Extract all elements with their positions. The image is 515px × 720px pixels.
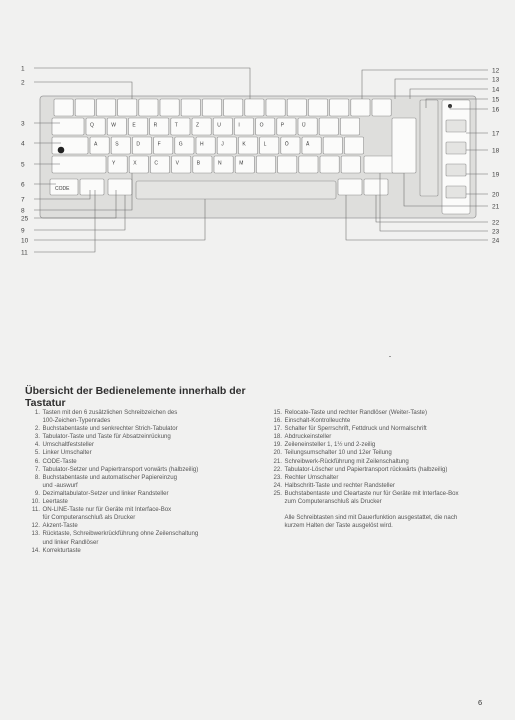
letter-key <box>107 118 126 135</box>
legend-item-number: 25. <box>273 489 282 497</box>
letter-key <box>175 137 194 154</box>
legend-item <box>273 474 498 482</box>
number-row-key <box>287 99 306 116</box>
legend-item-number: 13. <box>31 530 40 538</box>
legend-item-text: Dezimaltabulator-Setzer und linker Randsteller <box>42 489 169 497</box>
legend-item-text: Tabulator-Setzer und Papiertransport vorwärts (halbzeilig) <box>42 465 199 473</box>
key-label: M <box>239 160 244 167</box>
leader-line <box>34 68 250 99</box>
legend-item-text: Schreibwerk-Rückführung mit Zeilenschaltung <box>284 457 409 465</box>
left-shift-key <box>52 156 106 173</box>
letter-key <box>340 118 359 135</box>
key-label: K <box>242 141 246 148</box>
legend-item-text: Leertaste <box>42 498 68 506</box>
legend-item-text: Umschaltfeststeller <box>42 441 94 449</box>
legend-item-text: CODE-Taste <box>42 457 77 465</box>
legend-item-text: Tabulator-Löscher und Papiertransport rückwärts (halbzeilig) <box>284 465 448 473</box>
panel-switch <box>446 120 466 132</box>
legend-item-text: Buchstabentaste und Cleartaste nur für Geräte mit Interface-Box zum Computeranschluß als Drucker <box>284 489 459 506</box>
legend-item-text: Rücktaste, Schreibwerkrückführung ohne Zeilenschaltung und linker Randlöser <box>42 530 199 546</box>
shift-lock-indicator-icon <box>58 147 65 154</box>
legend-item <box>31 522 256 530</box>
callout-number: 11 <box>21 249 28 257</box>
legend-item-text: Buchstabentaste und automatischer Papiereinzug und -auswurf <box>42 473 177 489</box>
legend-item <box>31 547 256 555</box>
legend-item <box>31 425 256 433</box>
letter-key <box>111 137 130 154</box>
panel-switch <box>446 164 466 176</box>
return-key <box>392 118 416 173</box>
letter-key <box>90 137 109 154</box>
key-label: X <box>133 160 137 167</box>
callout-number: 21 <box>492 203 500 211</box>
legend-item <box>273 441 498 449</box>
legend-item-text: Buchstabentaste und senkrechter Strich-Tabulator <box>42 425 178 433</box>
number-row-key <box>96 99 115 116</box>
legend-item-text: Korrekturtaste <box>42 546 81 554</box>
callout-number: 7 <box>21 196 25 204</box>
legend-item-number: 12. <box>31 522 40 530</box>
number-row-key <box>245 99 264 116</box>
number-row-key <box>224 99 243 116</box>
letter-key <box>298 118 317 135</box>
legend-item-number: 10. <box>31 498 40 506</box>
legend-item-number: 4. <box>34 441 40 449</box>
number-row-key <box>266 99 285 116</box>
legend-item <box>273 466 498 474</box>
legend-item-number: 23. <box>273 473 282 481</box>
legend-left-column <box>31 409 256 555</box>
callout-number: 1 <box>21 65 25 73</box>
shift-lock-key <box>52 137 88 154</box>
legend-item-number: 15. <box>273 409 282 416</box>
key-label: G <box>178 141 183 148</box>
key-label: Y <box>112 160 116 167</box>
callout-number: 22 <box>492 219 500 227</box>
number-row-key <box>118 99 137 116</box>
legend-item-text: Akzent-Taste <box>42 522 78 530</box>
legend-right-column <box>273 409 498 530</box>
letter-key <box>132 137 151 154</box>
legend-item <box>273 433 498 441</box>
key-label: Z <box>196 122 200 129</box>
number-row-key <box>181 99 200 116</box>
legend-item-number: 16. <box>273 417 282 425</box>
legend-item-text: Linker Umschalter <box>42 449 92 457</box>
letter-key <box>344 137 363 154</box>
legend-item-text: Schalter für Sperrschrift, Fettdruck und Normalschrift <box>284 425 427 433</box>
key-label: Ä <box>306 141 310 148</box>
legend-item-number: 14. <box>31 546 40 554</box>
callout-number: 9 <box>21 227 25 235</box>
legend-item-text: ON-LINE-Taste nur für Geräte mit Interface-Box für Computeranschluß als Drucker <box>42 506 172 522</box>
legend-item <box>31 474 256 490</box>
tab-key <box>52 118 84 135</box>
letter-key <box>238 137 257 154</box>
number-row-key <box>75 99 94 116</box>
key-label: S <box>115 141 119 148</box>
legend-item-text: Tasten mit den 6 zusätzlichen Schreibzeichen des 100-Zeichen-Typenrades <box>42 409 178 425</box>
letter-key <box>341 156 360 173</box>
section-title: Übersicht der Bedienelemente innerhalb der Tastatur <box>25 385 246 409</box>
letter-key <box>213 118 232 135</box>
keyboard-illustration <box>40 96 476 218</box>
legend-item-number: 19. <box>273 441 282 449</box>
key-label: P <box>280 122 285 129</box>
legend-item-number: 6. <box>34 457 40 465</box>
callout-number: 3 <box>21 120 25 128</box>
panel-switch <box>446 186 466 198</box>
letter-key <box>154 137 173 154</box>
key-label: Ö <box>284 141 289 148</box>
keyboard-diagram <box>0 0 515 260</box>
legend-item <box>31 498 256 506</box>
tab-clear-key <box>338 179 362 195</box>
tab-set-key <box>80 179 104 195</box>
callout-number: 16 <box>492 106 500 114</box>
half-space-key <box>364 179 388 195</box>
key-label: L <box>263 141 267 148</box>
callout-number: 2 <box>21 79 25 87</box>
leader-line <box>362 70 488 99</box>
legend-item-number: 3. <box>34 433 40 441</box>
number-row-key <box>54 99 73 116</box>
key-label: O <box>259 122 264 129</box>
number-row-key <box>330 99 349 116</box>
number-row-key <box>372 99 391 116</box>
key-label: Q <box>90 122 94 129</box>
letter-key <box>278 156 297 173</box>
key-label: V <box>175 160 179 167</box>
letter-key <box>128 118 147 135</box>
legend-item <box>273 449 498 457</box>
legend-item-number: 1. <box>34 409 40 416</box>
letter-key <box>302 137 321 154</box>
key-label: I <box>238 122 240 129</box>
legend-item-text: Rechter Umschalter <box>284 473 339 481</box>
legend-item-text: Einschalt-Kontrolleuchte <box>284 417 351 425</box>
letter-key <box>281 137 300 154</box>
letter-key <box>196 137 215 154</box>
decimal-tab-key <box>108 179 132 195</box>
legend-item <box>273 417 498 425</box>
letter-key <box>323 137 342 154</box>
letter-key <box>214 156 233 173</box>
legend-item <box>273 425 498 433</box>
number-row-key <box>351 99 370 116</box>
letter-key <box>256 156 275 173</box>
number-row-key <box>160 99 179 116</box>
letter-key <box>256 118 275 135</box>
legend-item <box>273 490 498 506</box>
legend-item <box>273 482 498 490</box>
key-label: W <box>111 122 116 129</box>
legend-item <box>31 458 256 466</box>
legend-item <box>273 409 498 417</box>
letter-key <box>235 156 254 173</box>
key-label: J <box>221 141 224 148</box>
callout-number: 25 <box>21 215 29 223</box>
letter-key <box>86 118 105 135</box>
legend-item-number: 18. <box>273 433 282 441</box>
legend-item-text: Abdruckeinsteller <box>284 433 332 441</box>
letter-key <box>192 118 211 135</box>
letter-key <box>150 156 169 173</box>
legend-item-number: 21. <box>273 457 282 465</box>
panel-switch <box>446 142 466 154</box>
key-label: A <box>94 141 98 148</box>
legend-item-number: 7. <box>34 465 40 473</box>
legend-item-text: Tabulator-Taste und Taste für Absatzeinrückung <box>42 433 171 441</box>
legend-item-number: 11. <box>31 506 40 514</box>
key-label: C <box>154 160 159 167</box>
key-label: B <box>196 160 201 167</box>
letter-key <box>234 118 253 135</box>
letter-key <box>217 137 236 154</box>
legend-item <box>31 441 256 449</box>
key-label: U <box>217 122 221 129</box>
letter-key <box>260 137 279 154</box>
key-label: N <box>218 160 222 167</box>
letter-key <box>150 118 169 135</box>
callout-number: 4 <box>21 140 25 148</box>
letter-key <box>108 156 127 173</box>
legend-item <box>31 433 256 441</box>
callout-number: 15 <box>492 96 500 104</box>
legend-item-number: 20. <box>273 449 282 457</box>
key-label: D <box>136 141 141 148</box>
callout-number: 8 <box>21 207 25 215</box>
legend-item <box>31 409 256 425</box>
legend-item-text: Halbschritt-Taste und rechter Randsteller <box>284 481 395 489</box>
key-label: T <box>174 122 178 129</box>
letter-key <box>193 156 212 173</box>
legend-item-number: 22. <box>273 465 282 473</box>
letter-key <box>319 118 338 135</box>
space-bar <box>136 181 336 199</box>
number-row-key <box>308 99 327 116</box>
legend-item-number: 17. <box>273 425 282 433</box>
legend-item <box>273 458 498 466</box>
key-label: R <box>153 122 158 129</box>
callout-number: 20 <box>492 191 500 199</box>
number-row-key <box>202 99 221 116</box>
legend-item-number: 9. <box>34 489 40 497</box>
callout-number: 24 <box>492 237 500 245</box>
page-number: 6 <box>478 698 483 707</box>
legend-right-list <box>273 409 498 506</box>
continuous-function-note: Alle Schreibtasten sind mit Dauerfunktion ausgestattet, die nach kurzem Halten der Taste ausgelöst wird. <box>284 514 458 530</box>
callout-number: 6 <box>21 181 25 189</box>
letter-key <box>277 118 296 135</box>
letter-key <box>171 118 190 135</box>
legend-item <box>31 466 256 474</box>
fold-mark <box>389 356 391 357</box>
legend-item-text: Teilungsumschalter 10 und 12er Teilung <box>284 449 392 457</box>
callout-number: 10 <box>21 237 29 245</box>
code-key-label: CODE <box>55 186 70 192</box>
callout-number: 5 <box>21 161 25 169</box>
legend-item <box>31 530 256 546</box>
callout-number: 17 <box>492 130 500 138</box>
legend-item <box>31 506 256 522</box>
function-key-column <box>420 100 438 196</box>
letter-key <box>129 156 148 173</box>
legend-item-text: Relocate-Taste und rechter Randlöser (Weiter-Taste) <box>284 409 427 416</box>
key-label: Ü <box>302 122 306 129</box>
key-label: H <box>200 141 204 148</box>
callout-number: 18 <box>492 147 500 155</box>
number-row-key <box>139 99 158 116</box>
legend-item <box>31 490 256 498</box>
callout-number: 23 <box>492 228 500 236</box>
legend-item-number: 5. <box>34 449 40 457</box>
callout-number: 14 <box>492 86 500 94</box>
legend-item-text: Zeileneinsteller 1, 1½ und 2-zeilig <box>284 441 376 449</box>
key-label: F <box>157 141 161 148</box>
legend-item-number: 24. <box>273 481 282 489</box>
letter-key <box>320 156 339 173</box>
callout-number: 19 <box>492 171 500 179</box>
callout-number: 12 <box>492 67 500 75</box>
letter-key <box>172 156 191 173</box>
letter-key <box>299 156 318 173</box>
callout-number: 13 <box>492 76 500 84</box>
legend-item-number: 8. <box>34 473 40 481</box>
key-label: E <box>132 122 136 129</box>
legend-item-number: 2. <box>34 425 40 433</box>
legend-item <box>31 449 256 457</box>
